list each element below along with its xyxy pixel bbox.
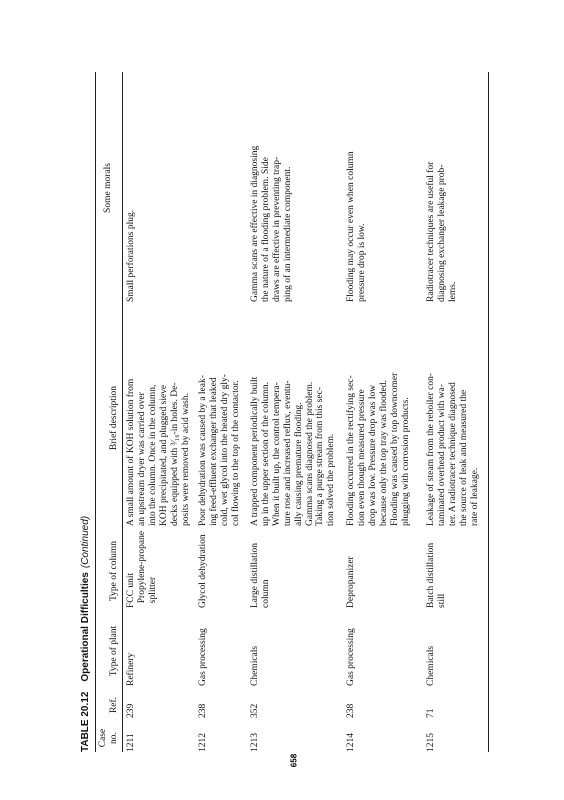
header-some-morals: Some morals — [103, 163, 113, 213]
row-1215-case: 1215 — [426, 733, 436, 752]
row-1211-morals: Small perforations plug. — [126, 209, 136, 302]
row-1213-description: A trapped component periodically built up in the upper section of the column. When it built up, the control tempera- ture rose and increased reflux, eventu- ally causing premature flooding. Gamma scans diagnosed the problem. Taking a purge stream from this sec- tion solved the problem. — [250, 376, 337, 526]
row-1214-plant: Gas processing — [346, 628, 356, 686]
row-1212-column: Glycol dehydration — [198, 534, 208, 608]
row-1212-ref: 238 — [198, 703, 208, 718]
row-1211-ref: 239 — [126, 703, 136, 718]
row-1212-plant: Gas processing — [198, 628, 208, 686]
row-1213-column: Large distillation column — [250, 543, 271, 608]
row-1214-morals: Flooding may occur even when column pressure drop is low. — [346, 151, 367, 302]
row-1211-description: A small amount of KOH solution from an upstream dryer was carried over into the column. Once in the column, KOH precipitated, and plugged sieve decks equipped with ³⁄₁₆-in holes. De- posits were removed by acid wash. — [126, 378, 191, 526]
top-rule — [95, 72, 96, 752]
row-1213-plant: Chemicals — [250, 645, 260, 686]
row-1212-description: Poor dehydration was caused by a leak- ing feed-effluent exchanger that leaked cold, wet glycol into the heated dry gly- col flowing to the top of the contactor. — [198, 374, 241, 526]
row-1211-column: FCC unit Propylene-propane splitter — [126, 530, 158, 608]
row-1213-morals: Gamma scans are effective in diagnosing the nature of a flooding problem. Side draws are effective in preventing trap- ping of an intermediate component. — [250, 145, 293, 302]
header-rule — [122, 72, 123, 752]
table-title: Operational Difficulties — [80, 572, 91, 682]
row-1215-description: Leakage of steam from the reboiler con- taminated overhead product with wa- ter. A radiotracer technique diagnosed the source of leak and measured the rate of leakage. — [426, 373, 480, 526]
row-1214-ref: 238 — [346, 703, 356, 718]
row-1214-column: Depropanizer — [346, 556, 356, 608]
row-1213-case: 1213 — [250, 733, 260, 752]
table-number: TABLE 20.12 — [80, 691, 91, 752]
row-1214-case: 1214 — [346, 733, 356, 752]
row-1212-case: 1212 — [198, 733, 208, 752]
row-1215-column: Batch distillation still — [426, 542, 447, 608]
row-1215-ref: 71 — [426, 708, 436, 718]
header-brief-description: Brief description — [109, 385, 119, 451]
rotated-table-content — [78, 72, 498, 752]
bottom-rule — [488, 72, 489, 752]
row-1215-morals: Radiotracer techniques are useful for diagnosing exchanger leakage prob- lems. — [426, 161, 458, 302]
row-1215-plant: Chemicals — [426, 645, 436, 686]
header-type-of-plant: Type of plant — [109, 625, 119, 677]
row-1214-description: Flooding occurred in the rectifying sec- tion even though measured pressure drop was low. Pressure drop was low because only the top tray was flooded. Flooding was caused by top downcomer plugging with corrosion products. — [346, 372, 411, 526]
row-1213-ref: 352 — [250, 703, 260, 718]
header-case-no: Case no. — [98, 728, 119, 748]
header-type-of-column: Type of column — [109, 541, 119, 602]
row-1211-plant: Refinery — [126, 652, 136, 686]
table-caption — [78, 72, 94, 752]
table-continued: (Continued) — [80, 515, 91, 569]
page-number: 658 — [289, 753, 299, 768]
row-1211-case: 1211 — [126, 733, 136, 752]
header-ref: Ref. — [109, 696, 119, 714]
